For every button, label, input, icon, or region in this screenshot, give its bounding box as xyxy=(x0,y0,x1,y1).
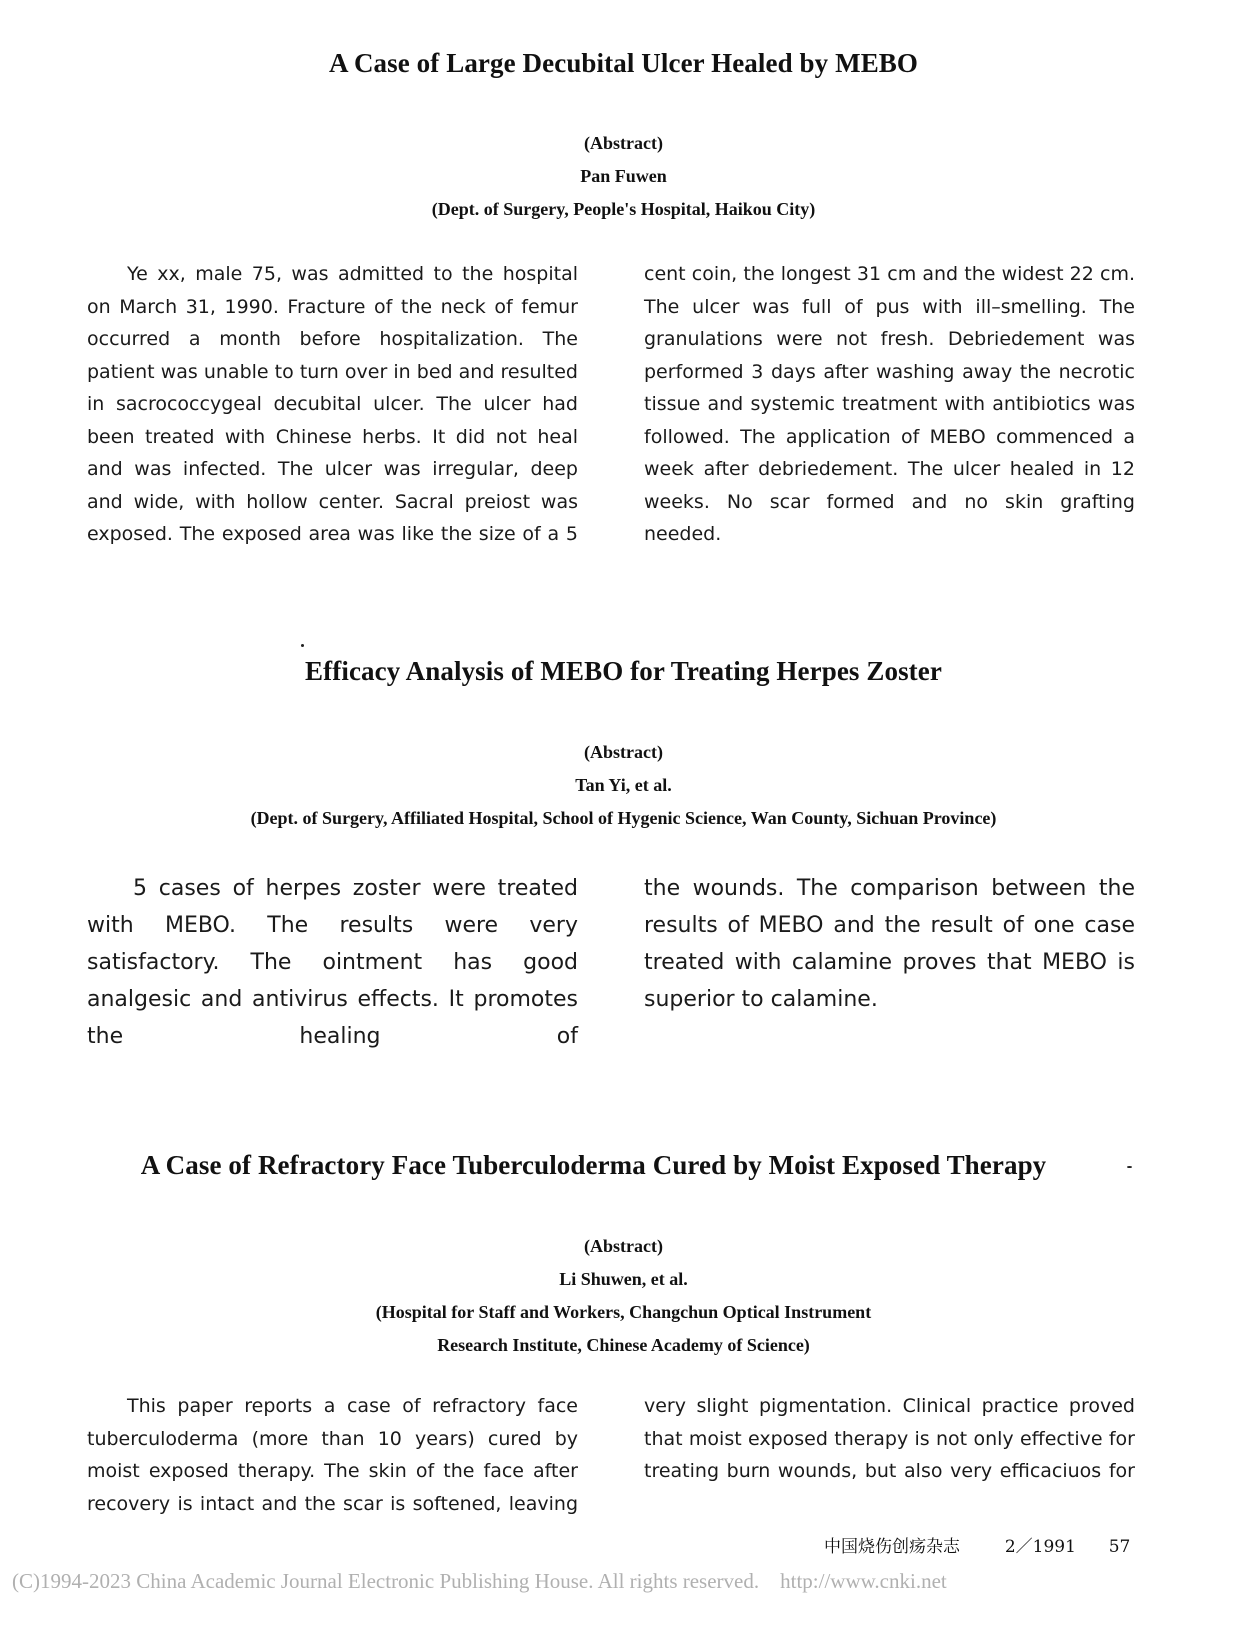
journal-issue: 2／1991 xyxy=(1004,1537,1076,1557)
copyright-notice: (C)1994-2023 China Academic Journal Electronic Publishing House. All rights reserved. http://www.cnki.net xyxy=(12,1569,947,1593)
journal-footer xyxy=(824,1532,1144,1557)
article-3-authors: Li Shuwen, et al. xyxy=(559,1269,688,1289)
scan-speck xyxy=(1127,1166,1132,1168)
article-3-abstract-label: (Abstract) xyxy=(584,1236,663,1256)
article-1-abstract-label: (Abstract) xyxy=(584,133,663,153)
article-2-title: Efficacy Analysis of MEBO for Treating Herpes Zoster xyxy=(305,656,942,686)
journal-name: 中国烧伤创疡杂志 xyxy=(824,1537,960,1557)
article-2-authors: Tan Yi, et al. xyxy=(575,775,672,795)
article-2-meta xyxy=(0,736,1247,835)
article-1-left-column: Ye xx, male 75, was admitted to the hospital on March 31, 1990. Fracture of the neck of femur occurred a month before hospitalization. The patient was unable to turn over in bed and resulted in sacrococcygeal decubital ulcer. The ulcer had been treated with Chinese herbs. It did not heal and was infected. The ulcer was irregular, deep and wide, with hollow center. Sacral preiost was exposed. The exposed area was like the size of a 5 xyxy=(87,263,578,545)
article-2-left-column: 5 cases of herpes zoster were treated with MEBO. The results were very satisfactory. The ointment has good analgesic and antivirus effects. It promotes the healing of xyxy=(87,876,578,1049)
article-3-left-column: This paper reports a case of refractory face tuberculoderma (more than 10 years) cured by moist exposed therapy. The skin of the face after recovery is intact and the scar is softened, leaving xyxy=(87,1395,578,1515)
article-3-affiliation-line-1: (Hospital for Staff and Workers, Changchun Optical Instrument xyxy=(375,1302,872,1322)
article-3-meta xyxy=(0,1230,1247,1362)
article-2-right-column: the wounds. The comparison between the results of MEBO and the result of one case treated with calamine proves that MEBO is superior to calamine. xyxy=(644,876,1135,1012)
article-1-meta xyxy=(0,127,1247,226)
article-3-affiliation-line-2: Research Institute, Chinese Academy of Science) xyxy=(437,1335,810,1355)
article-1-authors: Pan Fuwen xyxy=(580,166,667,186)
article-3-right-column: very slight pigmentation. Clinical practice proved that moist exposed therapy is not only effective for treating burn wounds, but also very efficaciuos for xyxy=(644,1395,1135,1482)
page-number: 57 xyxy=(1108,1537,1131,1557)
article-1-title: A Case of Large Decubital Ulcer Healed by MEBO xyxy=(328,48,919,78)
article-2-abstract-label: (Abstract) xyxy=(584,742,663,762)
article-1-right-column: cent coin, the longest 31 cm and the widest 22 cm. The ulcer was full of pus with ill–smelling. The granulations were not fresh. Debriedement was performed 3 days after washing away the necrotic tissue and systemic treatment with antibiotics was followed. The application of MEBO commenced a week after debriedement. The ulcer healed in 12 weeks. No scar formed and no skin grafting needed. xyxy=(644,263,1135,545)
article-3-title: A Case of Refractory Face Tuberculoderma Cured by Moist Exposed Therapy xyxy=(140,1150,1047,1180)
scan-speck xyxy=(301,644,304,647)
article-1-affiliation: (Dept. of Surgery, People's Hospital, Haikou City) xyxy=(431,199,816,219)
article-2-affiliation: (Dept. of Surgery, Affiliated Hospital, School of Hygenic Science, Wan County, Sichuan Province) xyxy=(250,808,997,828)
